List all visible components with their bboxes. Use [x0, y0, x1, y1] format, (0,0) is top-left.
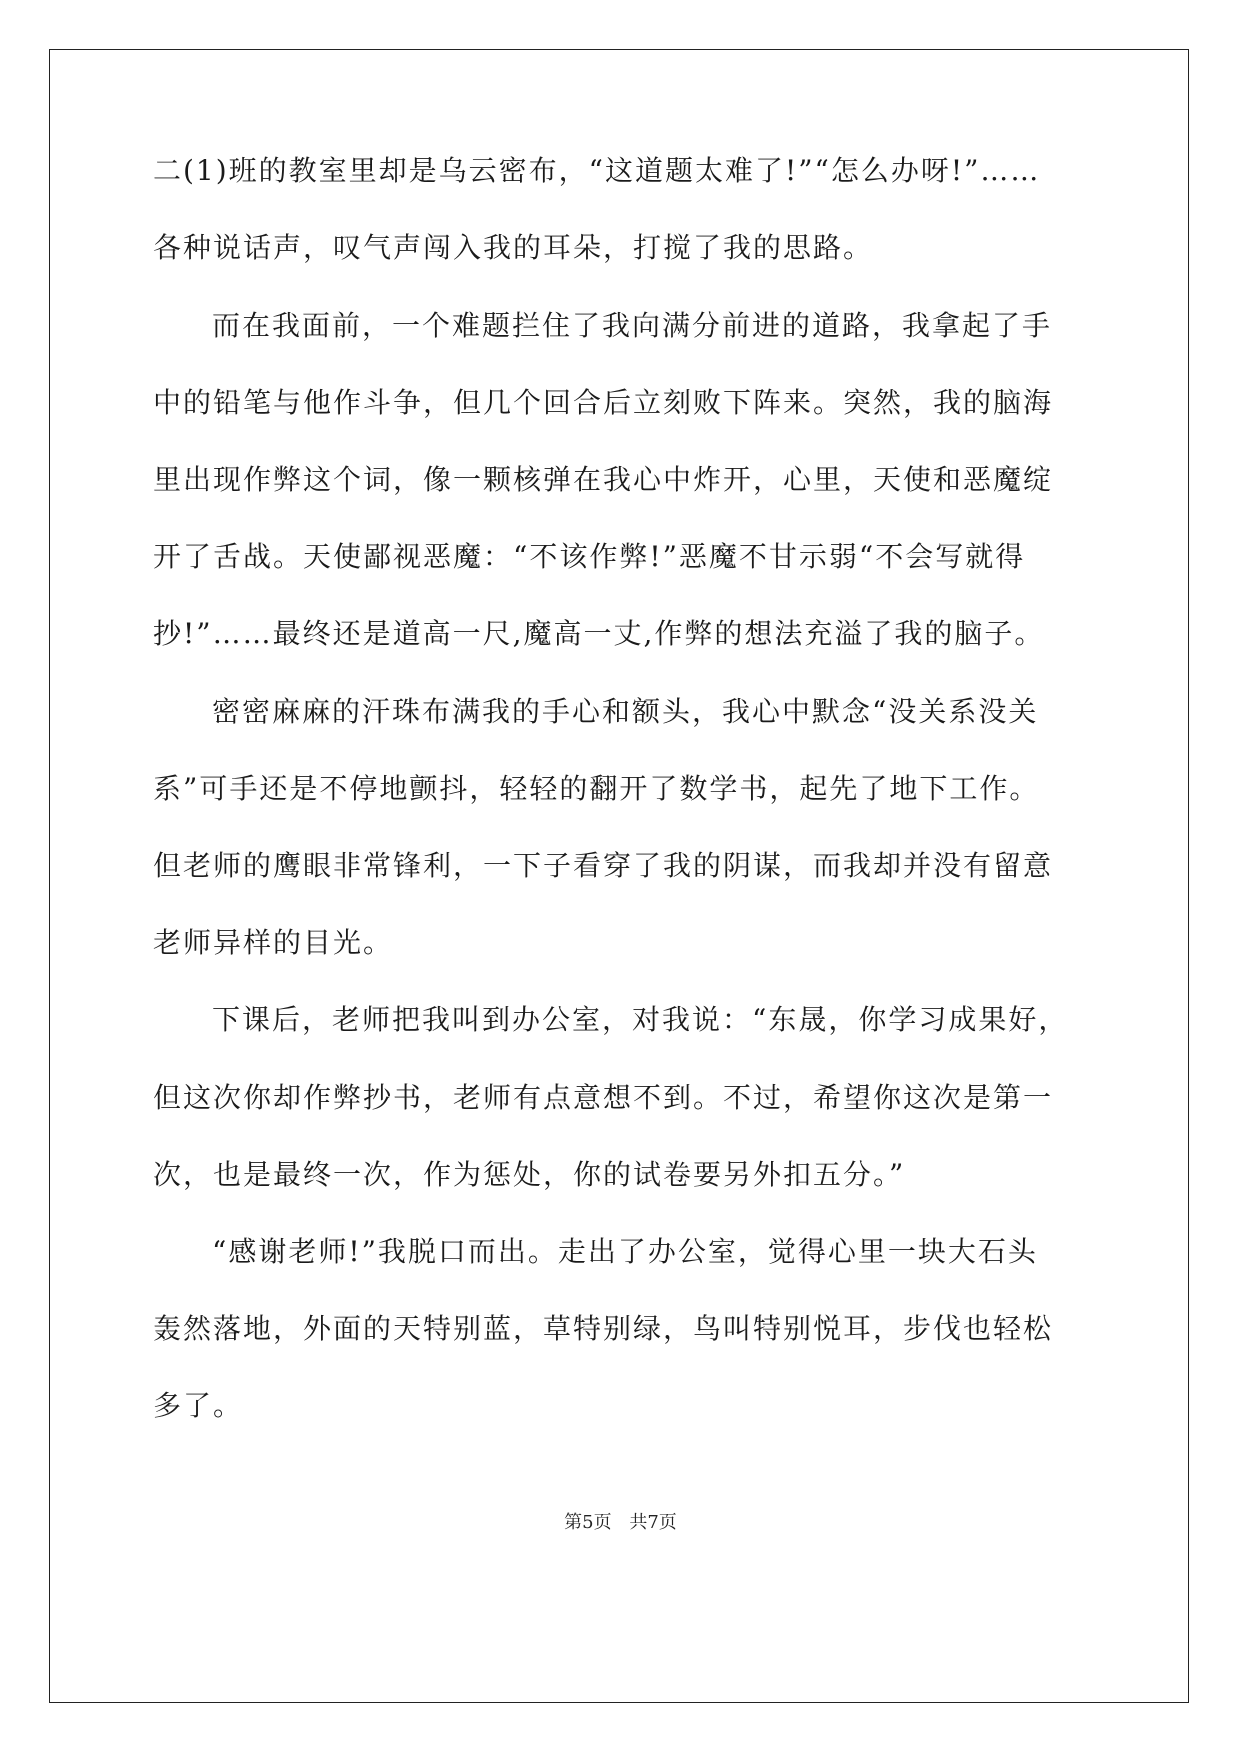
paragraph-start-line: 而在我面前，一个难题拦住了我向满分前进的道路，我拿起了手 — [212, 309, 1053, 342]
text-line: 老师异样的目光。 — [153, 926, 394, 959]
text-line: 里出现作弊这个词，像一颗核弹在我心中炸开，心里，天使和恶魔绽 — [153, 463, 1054, 496]
text-line: 多了。 — [153, 1389, 244, 1422]
text-line: 轰然落地，外面的天特别蓝，草特别绿，鸟叫特别悦耳，步伐也轻松 — [153, 1312, 1054, 1345]
text-line: 抄!”……最终还是道高一尺,魔高一丈,作弊的想法充溢了我的脑子。 — [153, 617, 1045, 650]
page-number-current: 第5页 — [564, 1512, 612, 1533]
page-footer — [0, 1508, 1241, 1534]
text-line: 各种说话声，叹气声闯入我的耳朵，打搅了我的思路。 — [153, 231, 874, 264]
paragraph-start-line: 密密麻麻的汗珠布满我的手心和额头，我心中默念“没关系没关 — [212, 695, 1039, 728]
text-line: 开了舌战。天使鄙视恶魔：“不该作弊!”恶魔不甘示弱“不会写就得 — [153, 540, 1026, 573]
paragraph-start-line: “感谢老师!”我脱口而出。走出了办公室，觉得心里一块大石头 — [212, 1235, 1038, 1268]
text-line: 但老师的鹰眼非常锋利，一下子看穿了我的阴谋，而我却并没有留意 — [153, 849, 1054, 882]
text-line: 系”可手还是不停地颤抖，轻轻的翻开了数学书，起先了地下工作。 — [153, 772, 1040, 805]
text-line: 但这次你却作弊抄书，老师有点意想不到。不过，希望你这次是第一 — [153, 1081, 1054, 1114]
text-line: 中的铅笔与他作斗争，但几个回合后立刻败下阵来。突然，我的脑海 — [153, 386, 1054, 419]
text-line: 次，也是最终一次，作为惩处，你的试卷要另外扣五分。” — [153, 1158, 906, 1191]
paragraph-start-line: 下课后，老师把我叫到办公室，对我说：“东晟，你学习成果好， — [212, 1003, 1069, 1036]
page-number-total: 共7页 — [629, 1512, 677, 1533]
text-line: 二(1)班的教室里却是乌云密布，“这道题太难了!”“怎么办呀!”…… — [153, 154, 1041, 187]
